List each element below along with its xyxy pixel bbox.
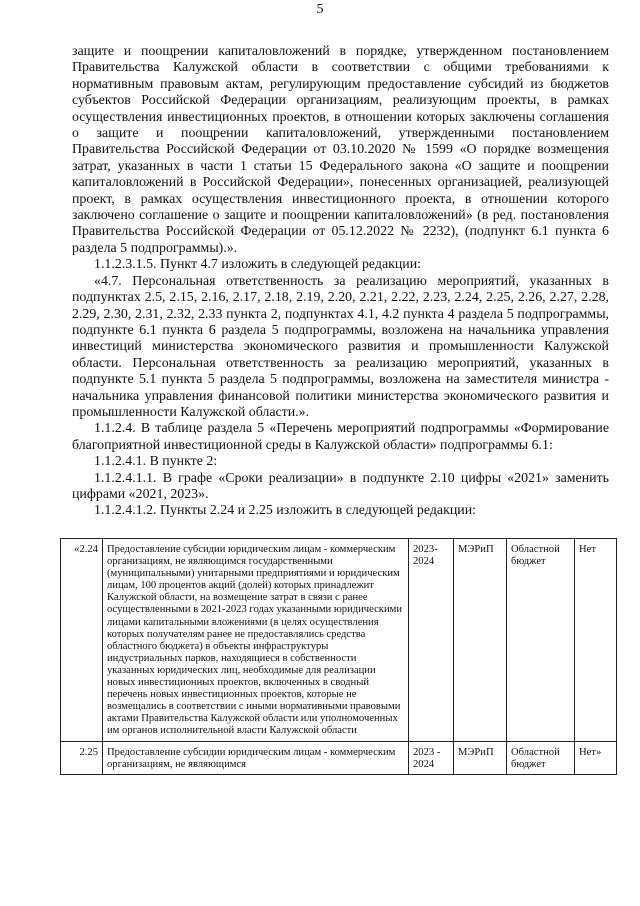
measure-description: Предоставление субсидии юридическим лицам - коммерческим организациям, не являющимся	[103, 741, 409, 774]
page-number: 5	[316, 2, 324, 17]
paragraph: 1.1.2.4.1. В пункте 2:	[94, 454, 218, 470]
funding-source: Областной бюджет	[507, 539, 575, 742]
row-number: 2.25	[61, 741, 103, 774]
paragraph: 1.1.2.4.1.1. В графе «Сроки реализации» в подпункте 2.10 цифры «2021» заменить цифрами «2021, 2023».	[72, 470, 609, 502]
table-row	[61, 741, 617, 774]
document-body	[72, 44, 609, 520]
implementation-years: 2023-2024	[409, 539, 454, 742]
paragraph: «4.7. Персональная ответственность за реализацию мероприятий, указанных в подпунктах 2.5, 2.15, 2.16, 2.17, 2.18, 2.19, 2.20, 2.21, 2.22, 2.23, 2.24, 2.25, 2.26, 2.27, 2.28, 2.29, 2.30, 2.31, 2.32, 2.33 пункта 2, подпунктах 4.1, 4.2 пункта 4 раздела 5 подпрограммы, подпункте 6.1 пункта 6 раздела 5 подпрограммы, возложена на начальника управления инвестиций министерства экономического развития и промышленности Калужской области. Персональная ответственность за реализацию мероприятий, указанных в подпункте 5.1 пункта 5 раздела 5 подпрограммы, возложена на заместителя министра - начальника управления финансовой политики министерства экономического развития и промышленности Калужской области.».	[72, 273, 609, 420]
funding-amount: Нет	[575, 539, 617, 742]
executor: МЭРиП	[454, 741, 507, 774]
table-row	[61, 539, 617, 742]
paragraph: защите и поощрении капиталовложений в порядке, утвержденном постановлением Правительства Калужской области в соответствии с общими требованиями к нормативным правовым актам, регулирующим предоставление субсидий из бюджетов субъектов Российской Федерации организациям, реализующим проекты, в рамках осуществления инвестиционных проектов, в отношении которых заключены соглашения о защите и поощрении капиталовложений, утвержденными постановлением Правительства Российской Федерации от 03.10.2020 № 1599 «О порядке возмещения затрат, указанных в части 1 статьи 15 Федерального закона «О защите и поощрении капиталовложений в Российской Федерации», понесенных организацией, реализующей проект, в рамках осуществления инвестиционного проекта, в отношении которого заключено соглашение о защите и поощрении капиталовложений» (в ред. постановления Правительства Российской Федерации от 05.12.2022 № 2232), (подпункт 6.1 пункта 6 раздела 5 подпрограммы).».	[72, 44, 609, 256]
measures-table	[60, 538, 617, 775]
funding-amount: Нет»	[575, 741, 617, 774]
paragraph: 1.1.2.3.1.5. Пункт 4.7 изложить в следующей редакции:	[94, 257, 422, 273]
paragraph: 1.1.2.4.1.2. Пункты 2.24 и 2.25 изложить в следующей редакции:	[94, 503, 476, 519]
row-number: «2.24	[61, 539, 103, 742]
executor: МЭРиП	[454, 539, 507, 742]
funding-source: Областной бюджет	[507, 741, 575, 774]
implementation-years: 2023 - 2024	[409, 741, 454, 774]
measure-description: Предоставление субсидии юридическим лицам - коммерческим организациям, не являющимся государственными (муниципальными) унитарными предприятиями и юридическим лицам, 100 процентов акций (долей) которых принадлежит Калужской области, на возмещение затрат в связи с ранее осуществленными в 2021-2023 годах указанными юридическими лицами капитальными вложениями (в целях осуществления которых получателям ранее не предоставлялись средства областного бюджета) в объекты инфраструктуры индустриальных парков, находящиеся в собственности указанных юридических лиц, необходимые для реализации новых инвестиционных проектов, включенных в сводный перечень новых инвестиционных проектов, которые не возмещались в соответствии с иными нормативными правовыми актами Правительства Калужской области или уполномоченных им органов исполнительной власти Калужской области	[103, 539, 409, 742]
paragraph: 1.1.2.4. В таблице раздела 5 «Перечень мероприятий подпрограммы «Формирование благоприятной инвестиционной среды в Калужской области» подпрограммы 6.1:	[72, 421, 609, 453]
